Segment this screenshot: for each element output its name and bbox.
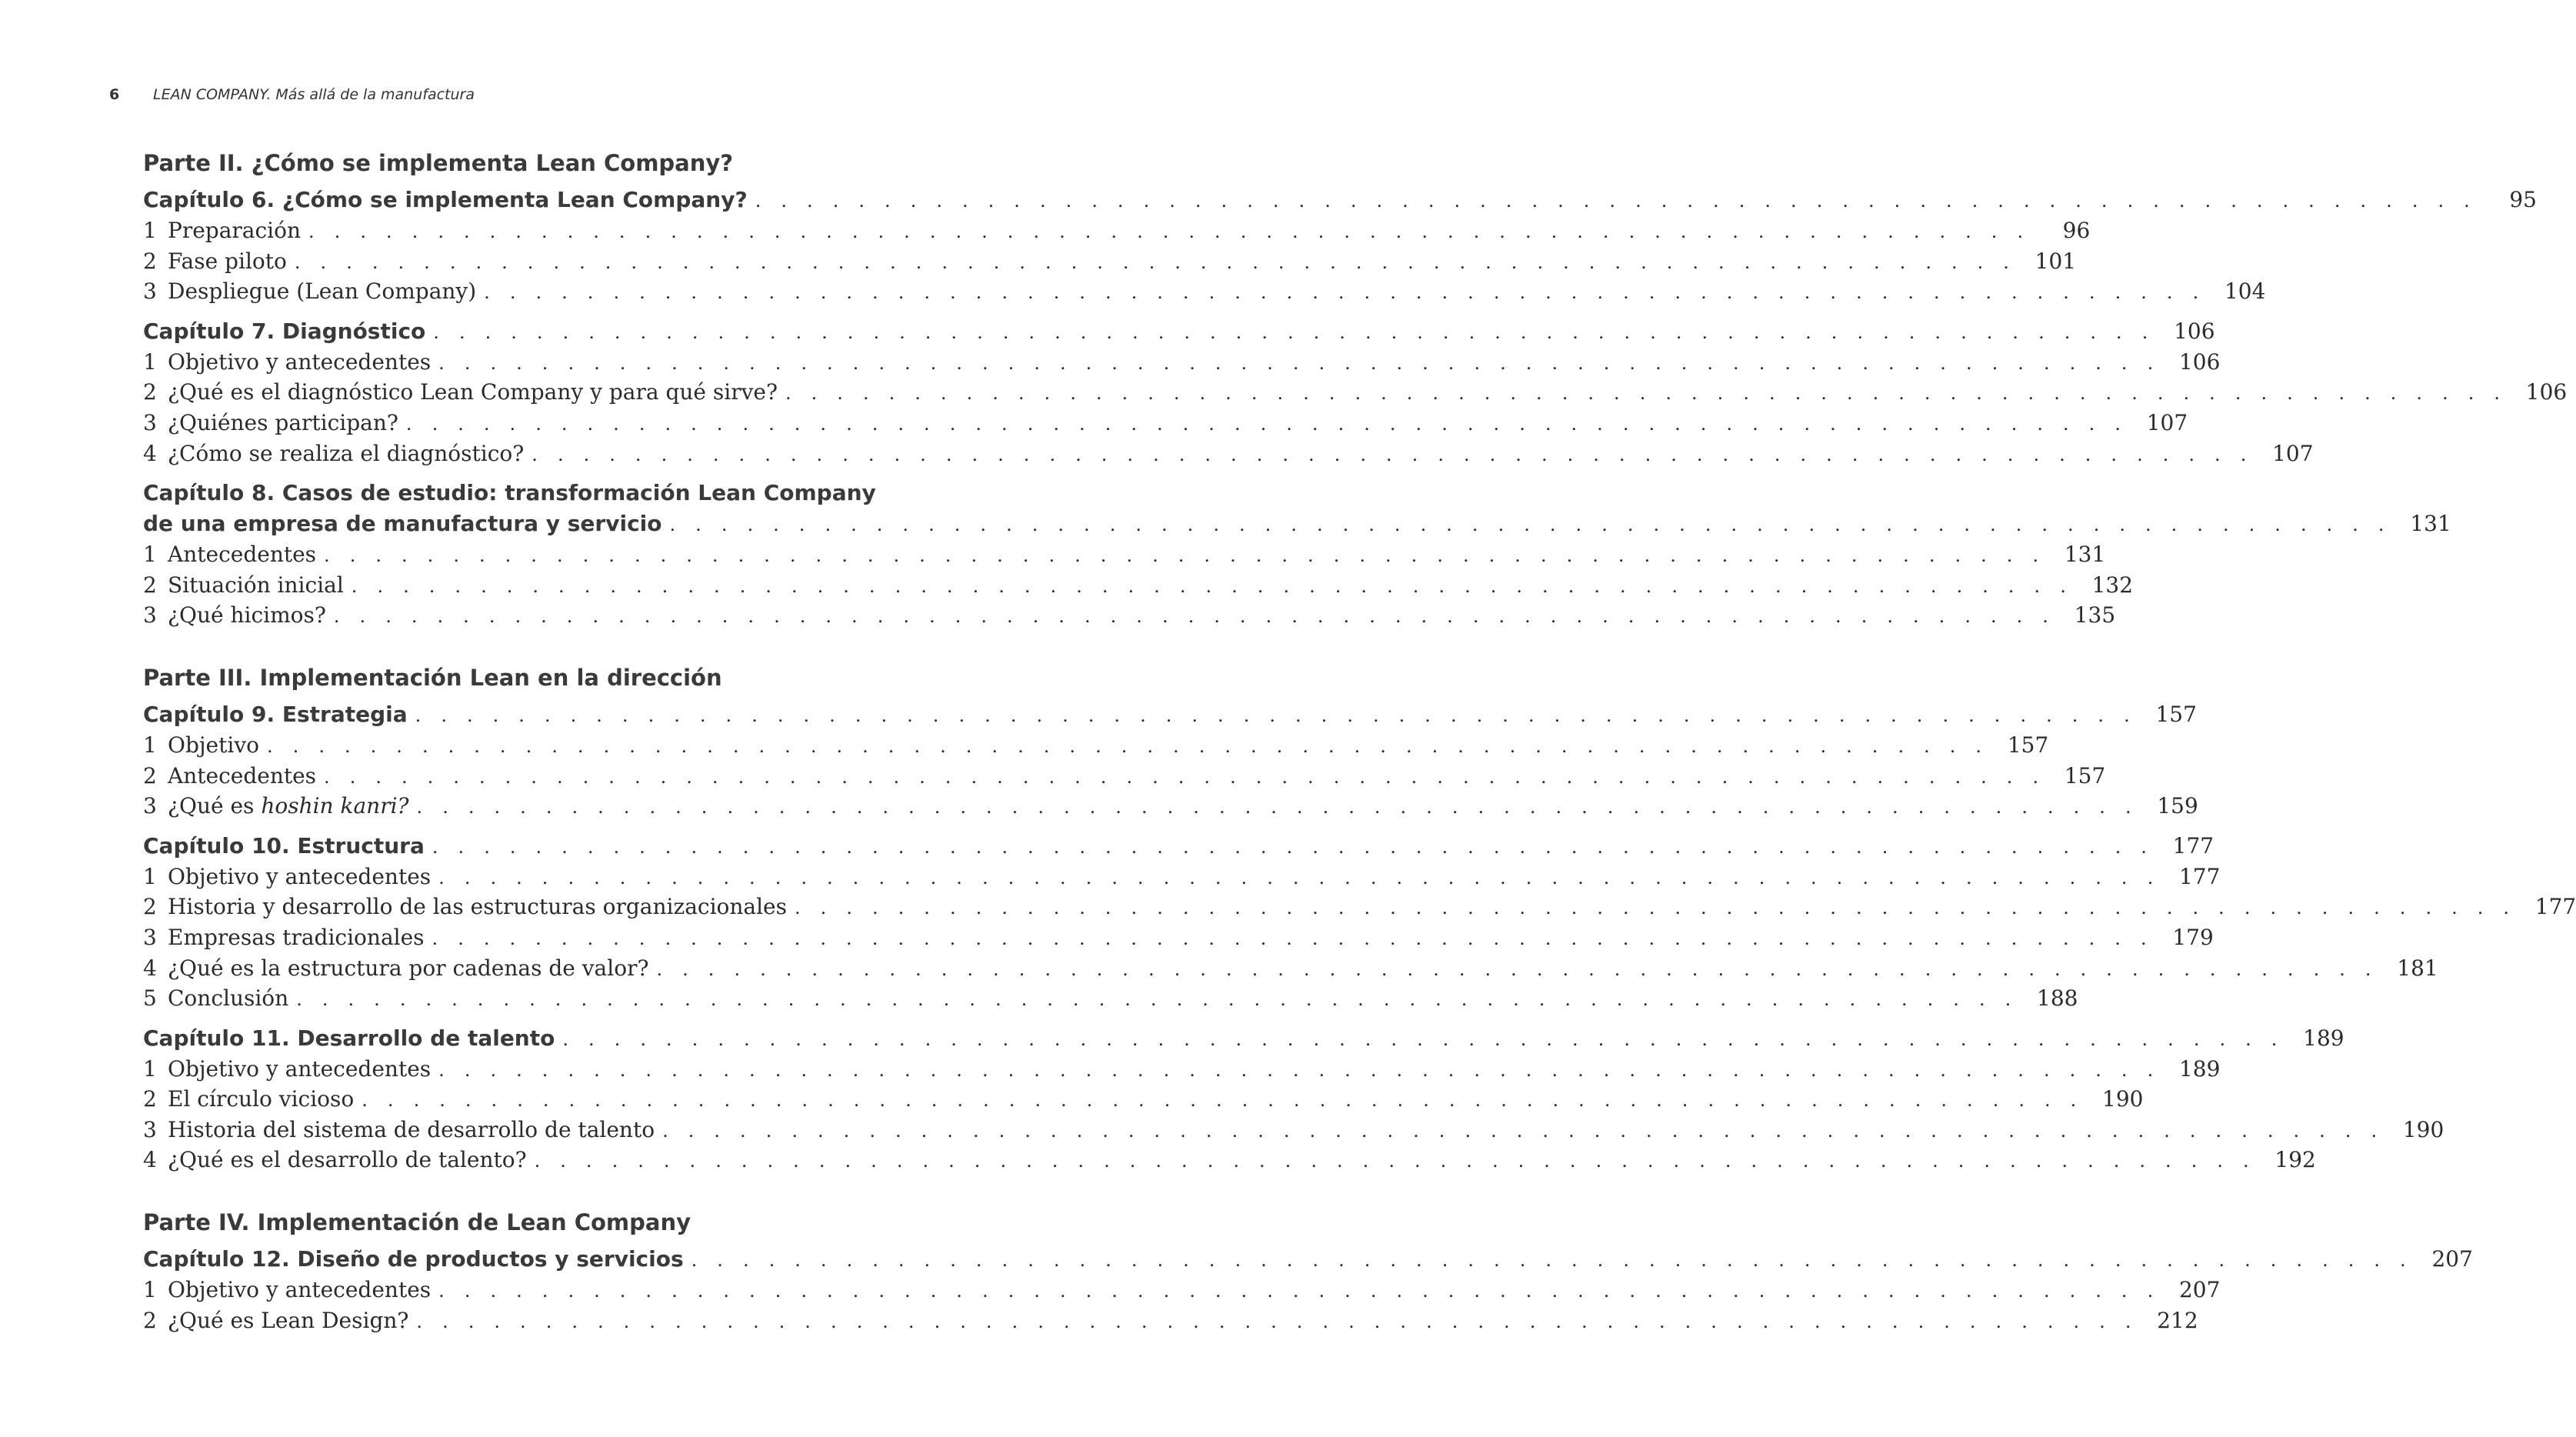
chapter-entry <box>143 1244 2473 1275</box>
page-ref: 181 <box>2397 955 2438 981</box>
section-entry <box>143 347 2221 378</box>
section-title-prefix: ¿Qué es <box>168 793 262 819</box>
dot-leader: . . . . . . . . . . . . . . . . . . . . . . . . . . . . . . . . . . . . . . . . . . . . . . . . . . . . . . . . . . . . . . . . . . . <box>416 796 2138 819</box>
chapter-entry <box>143 1023 2344 1054</box>
section-title: ¿Qué es el desarrollo de talento? <box>168 1147 527 1173</box>
page-ref: 101 <box>2034 248 2077 274</box>
page-ref: 212 <box>2157 1307 2198 1333</box>
page-ref: 188 <box>2037 985 2078 1012</box>
dot-leader: . . . . . . . . . . . . . . . . . . . . . . . . . . . . . . . . . . . . . . . . . . . . . . . . . . . . . . . . . . . . . . . . . . . <box>438 352 2161 374</box>
part-heading: Parte II. ¿Cómo se implementa Lean Company? <box>143 150 734 176</box>
section-number: 3 <box>143 602 157 628</box>
section-number: 1 <box>143 1055 157 1082</box>
dot-leader: . . . . . . . . . . . . . . . . . . . . . . . . . . . . . . . . . . . . . . . . . . . . . . . . . . . . . . . . . . . . . . . . . . . <box>416 1310 2138 1332</box>
section-title: Objetivo y antecedentes <box>168 348 432 375</box>
section-number: 2 <box>143 572 157 598</box>
section-number: 5 <box>143 985 157 1012</box>
dot-leader: . . . . . . . . . . . . . . . . . . . . . . . . . . . . . . . . . . . . . . . . . . . . . . . . . . . . . . . . . . . . . . . . . . . <box>484 282 2206 304</box>
dot-leader: . . . . . . . . . . . . . . . . . . . . . . . . . . . . . . . . . . . . . . . . . . . . . . . . . . . . . . . . . . . . . . . . . . . <box>333 605 2056 628</box>
section-title: Objetivo y antecedentes <box>168 863 432 889</box>
page-ref: 131 <box>2410 511 2451 537</box>
section-number: 2 <box>143 248 157 274</box>
dot-leader: . . . . . . . . . . . . . . . . . . . . . . . . . . . . . . . . . . . . . . . . . . . . . . . . . . . . . . . . . . . . . . . . . . . <box>669 514 2391 536</box>
section-entry <box>143 791 2198 822</box>
section-entry <box>143 730 2049 761</box>
chapter-entry <box>143 699 2197 730</box>
section-entry <box>143 539 2106 570</box>
dot-leader: . . . . . . . . . . . . . . . . . . . . . . . . . . . . . . . . . . . . . . . . . . . . . . . . . . . . . . . . . . . . . . . . . . . <box>432 835 2154 858</box>
section-entry <box>143 892 2576 922</box>
section-number: 1 <box>143 348 157 375</box>
chapter-entry <box>143 508 2451 539</box>
section-number: 3 <box>143 924 157 950</box>
section-title: ¿Qué es Lean Design? <box>168 1307 409 1333</box>
section-number: 1 <box>143 542 157 568</box>
page-ref: 96 <box>2062 218 2091 243</box>
section-title: Antecedentes <box>168 542 317 568</box>
section-entry <box>143 1115 2444 1145</box>
chapter-title: Capítulo 7. Diagnóstico <box>143 318 426 344</box>
section-number: 4 <box>143 440 157 466</box>
dot-leader: . . . . . . . . . . . . . . . . . . . . . . . . . . . . . . . . . . . . . . . . . . . . . . . . . . . . . . . . . . . . . . . . . . . <box>324 765 2046 788</box>
section-entry <box>143 215 2091 246</box>
section-number: 1 <box>143 1277 157 1303</box>
table-of-contents <box>143 146 2576 1335</box>
section-title: ¿Cómo se realiza el diagnóstico? <box>168 440 525 466</box>
section-title: Historia del sistema de desarrollo de talento <box>168 1116 655 1142</box>
page-ref: 177 <box>2178 863 2221 889</box>
dot-leader: . . . . . . . . . . . . . . . . . . . . . . . . . . . . . . . . . . . . . . . . . . . . . . . . . . . . . . . . . . . . . . . . . . . <box>415 704 2137 726</box>
section-title: ¿Quiénes participan? <box>168 409 398 435</box>
section-title: El círculo vicioso <box>168 1086 355 1112</box>
chapter-entry <box>143 185 2537 215</box>
dot-leader: . . . . . . . . . . . . . . . . . . . . . . . . . . . . . . . . . . . . . . . . . . . . . . . . . . . . . . . . . . . . . . . . . . . <box>438 1280 2161 1302</box>
page-ref: 192 <box>2274 1147 2316 1173</box>
page-ref: 190 <box>2102 1086 2144 1112</box>
section-title: Preparación <box>168 218 302 243</box>
dot-leader: . . . . . . . . . . . . . . . . . . . . . . . . . . . . . . . . . . . . . . . . . . . . . . . . . . . . . . . . . . . . . . . . . . . <box>324 545 2046 567</box>
page-ref: 207 <box>2178 1277 2221 1303</box>
chapter-title: Capítulo 6. ¿Cómo se implementa Lean Company? <box>143 187 748 212</box>
section-entry <box>143 862 2221 892</box>
dot-leader: . . . . . . . . . . . . . . . . . . . . . . . . . . . . . . . . . . . . . . . . . . . . . . . . . . . . . . . . . . . . . . . . . . . <box>433 321 2155 343</box>
dot-leader: . . . . . . . . . . . . . . . . . . . . . . . . . . . . . . . . . . . . . . . . . . . . . . . . . . . . . . . . . . . . . . . . . . . <box>405 412 2128 435</box>
section-number: 2 <box>143 1086 157 1112</box>
dot-leader: . . . . . . . . . . . . . . . . . . . . . . . . . . . . . . . . . . . . . . . . . . . . . . . . . . . . . . . . . . . . . . . . . . . <box>534 1150 2256 1172</box>
chapter-entry <box>143 316 2215 347</box>
section-entry <box>143 600 2116 631</box>
section-number: 2 <box>143 894 157 920</box>
section-number: 2 <box>143 379 157 405</box>
dot-leader: . . . . . . . . . . . . . . . . . . . . . . . . . . . . . . . . . . . . . . . . . . . . . . . . . . . . . . . . . . . . . . . . . . . <box>438 866 2161 889</box>
section-title: Objetivo y antecedentes <box>168 1277 432 1303</box>
dot-leader: . . . . . . . . . . . . . . . . . . . . . . . . . . . . . . . . . . . . . . . . . . . . . . . . . . . . . . . . . . . . . . . . . . . <box>755 190 2477 212</box>
chapter-entry <box>143 831 2214 862</box>
section-number: 1 <box>143 863 157 889</box>
section-number: 3 <box>143 1116 157 1142</box>
section-number: 3 <box>143 793 157 819</box>
page-ref: 132 <box>2091 572 2134 598</box>
section-title: Situación inicial <box>168 572 344 598</box>
section-title: Conclusión <box>168 985 289 1012</box>
section-number: 2 <box>143 1307 157 1333</box>
chapter-title: Capítulo 10. Estructura <box>143 832 425 859</box>
page-number: 6 <box>109 86 120 103</box>
part-heading: Parte IV. Implementación de Lean Company <box>143 1209 691 1236</box>
section-number: 1 <box>143 732 157 758</box>
page-ref: 107 <box>2146 409 2188 435</box>
section-title: Fase piloto <box>168 248 287 274</box>
section-title: Objetivo <box>168 732 260 758</box>
section-entry <box>143 761 2106 792</box>
section-entry <box>143 408 2188 438</box>
section-entry <box>143 1275 2221 1305</box>
running-title: LEAN COMPANY. Más allá de la manufactura <box>153 86 475 103</box>
section-number: 4 <box>143 1147 157 1173</box>
page-ref: 135 <box>2074 602 2116 628</box>
dot-leader: . . . . . . . . . . . . . . . . . . . . . . . . . . . . . . . . . . . . . . . . . . . . . . . . . . . . . . . . . . . . . . . . . . . <box>656 958 2378 980</box>
section-entry <box>143 1084 2144 1115</box>
dot-leader: . . . . . . . . . . . . . . . . . . . . . . . . . . . . . . . . . . . . . . . . . . . . . . . . . . . . . . . . . . . . . . . . . . . <box>785 382 2508 405</box>
page-ref: 157 <box>2007 732 2049 758</box>
section-entry <box>143 953 2438 984</box>
section-entry <box>143 438 2314 469</box>
dot-leader: . . . . . . . . . . . . . . . . . . . . . . . . . . . . . . . . . . . . . . . . . . . . . . . . . . . . . . . . . . . . . . . . . . . <box>662 1119 2384 1142</box>
section-number: 3 <box>143 278 157 305</box>
page-ref: 106 <box>2525 379 2568 405</box>
page-ref: 189 <box>2178 1055 2221 1082</box>
chapter-title: Capítulo 12. Diseño de productos y servicios <box>143 1246 684 1272</box>
section-entry <box>143 570 2134 601</box>
section-title: ¿Qué hicimos? <box>168 602 326 628</box>
page-ref: 179 <box>2172 924 2214 950</box>
section-title: ¿Qué es el diagnóstico Lean Company y para qué sirve? <box>168 379 778 405</box>
section-title: Empresas tradicionales <box>168 924 425 950</box>
page-ref: 157 <box>2064 762 2106 789</box>
dot-leader: . . . . . . . . . . . . . . . . . . . . . . . . . . . . . . . . . . . . . . . . . . . . . . . . . . . . . . . . . . . . . . . . . . . <box>362 1089 2084 1112</box>
section-entry <box>143 276 2266 307</box>
page-ref: 177 <box>2534 894 2576 920</box>
page-ref: 189 <box>2303 1025 2344 1051</box>
section-number: 4 <box>143 955 157 981</box>
part-heading: Parte III. Implementación Lean en la dirección <box>143 664 722 691</box>
dot-leader: . . . . . . . . . . . . . . . . . . . . . . . . . . . . . . . . . . . . . . . . . . . . . . . . . . . . . . . . . . . . . . . . . . . <box>296 989 2018 1011</box>
section-title-italic: hoshin kanri? <box>261 793 409 819</box>
chapter-title: Capítulo 11. Desarrollo de talento <box>143 1025 555 1051</box>
section-title: ¿Qué es la estructura por cadenas de valor? <box>168 955 649 981</box>
dot-leader: . . . . . . . . . . . . . . . . . . . . . . . . . . . . . . . . . . . . . . . . . . . . . . . . . . . . . . . . . . . . . . . . . . . <box>432 927 2154 949</box>
section-title <box>168 791 409 822</box>
dot-leader: . . . . . . . . . . . . . . . . . . . . . . . . . . . . . . . . . . . . . . . . . . . . . . . . . . . . . . . . . . . . . . . . . . . <box>438 1059 2161 1081</box>
section-number: 2 <box>143 762 157 789</box>
page-ref: 95 <box>2509 187 2537 212</box>
dot-leader: . . . . . . . . . . . . . . . . . . . . . . . . . . . . . . . . . . . . . . . . . . . . . . . . . . . . . . . . . . . . . . . . . . . <box>562 1028 2284 1050</box>
section-entry <box>143 1145 2316 1175</box>
section-entry <box>143 1305 2198 1336</box>
section-title: Antecedentes <box>168 762 317 789</box>
section-title: Objetivo y antecedentes <box>168 1055 432 1082</box>
section-title: Historia y desarrollo de las estructuras organizacionales <box>168 894 787 920</box>
page-ref: 104 <box>2224 278 2266 305</box>
dot-leader: . . . . . . . . . . . . . . . . . . . . . . . . . . . . . . . . . . . . . . . . . . . . . . . . . . . . . . . . . . . . . . . . . . . <box>691 1249 2413 1272</box>
dot-leader: . . . . . . . . . . . . . . . . . . . . . . . . . . . . . . . . . . . . . . . . . . . . . . . . . . . . . . . . . . . . . . . . . . . <box>308 221 2031 242</box>
section-number: 1 <box>143 218 157 243</box>
dot-leader: . . . . . . . . . . . . . . . . . . . . . . . . . . . . . . . . . . . . . . . . . . . . . . . . . . . . . . . . . . . . . . . . . . . <box>351 575 2074 597</box>
section-entry <box>143 1054 2221 1085</box>
dot-leader: . . . . . . . . . . . . . . . . . . . . . . . . . . . . . . . . . . . . . . . . . . . . . . . . . . . . . . . . . . . . . . . . . . . <box>267 735 1989 757</box>
page-ref: 131 <box>2064 542 2106 568</box>
dot-leader: . . . . . . . . . . . . . . . . . . . . . . . . . . . . . . . . . . . . . . . . . . . . . . . . . . . . . . . . . . . . . . . . . . . <box>532 443 2254 465</box>
running-header <box>109 86 475 103</box>
section-entry <box>143 983 2078 1014</box>
section-entry <box>143 377 2568 408</box>
page-ref: 190 <box>2402 1116 2444 1142</box>
section-title: Despliegue (Lean Company) <box>168 278 477 305</box>
chapter-title-line: Capítulo 8. Casos de estudio: transformación Lean Company <box>143 480 876 506</box>
page-ref: 177 <box>2172 832 2214 859</box>
dot-leader: . . . . . . . . . . . . . . . . . . . . . . . . . . . . . . . . . . . . . . . . . . . . . . . . . . . . . . . . . . . . . . . . . . . <box>795 897 2517 919</box>
dot-leader: . . . . . . . . . . . . . . . . . . . . . . . . . . . . . . . . . . . . . . . . . . . . . . . . . . . . . . . . . . . . . . . . . . . <box>294 251 2017 273</box>
section-number: 3 <box>143 409 157 435</box>
page-ref: 106 <box>2178 348 2221 375</box>
chapter-title: Capítulo 9. Estrategia <box>143 701 408 727</box>
section-entry <box>143 246 2077 277</box>
section-entry <box>143 922 2214 953</box>
page-ref: 106 <box>2174 318 2215 344</box>
chapter-title: de una empresa de manufactura y servicio <box>143 511 662 537</box>
page-ref: 157 <box>2155 701 2197 727</box>
page-ref: 207 <box>2431 1246 2473 1272</box>
page-ref: 159 <box>2157 793 2198 819</box>
page-ref: 107 <box>2272 440 2314 466</box>
